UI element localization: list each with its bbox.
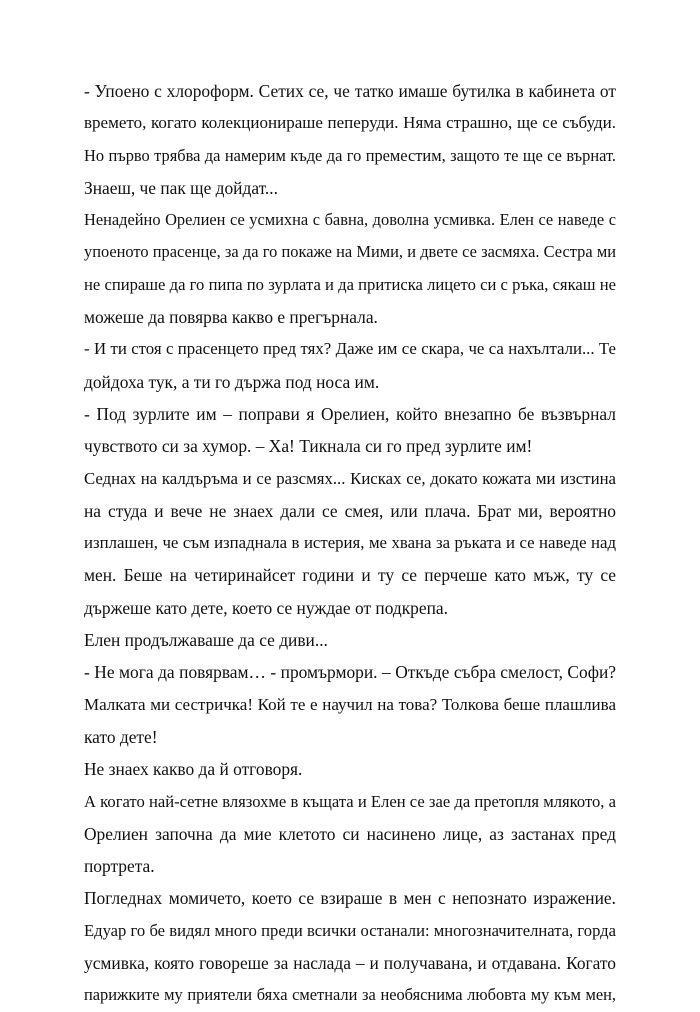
- text-line: - И ти стоя с прасенцето пред тях? Даже им се скара, че са нахълтали... Те: [84, 339, 616, 359]
- text-line: Орелиен започна да мие клетото си насинено лице, аз застанах пред: [84, 823, 616, 844]
- text-line: дойдоха тук, а ти го държа под носа им.: [84, 371, 380, 392]
- text-line: усмивка, която говореше за наслада – и получавана, и отдавана. Когато: [84, 953, 616, 974]
- text-line: чувството си за хумор. – Ха! Тикнала си го пред зурлите им!: [84, 436, 533, 457]
- text-line: Но първо трябва да намерим къде да го преместим, защото те ще се върнат.: [84, 145, 616, 165]
- text-line: изплашен, че съм изпаднала в истерия, ме хвана за ръката и се наведе над: [84, 533, 616, 553]
- text-line: - Упоено с хлороформ. Сетих се, че татко имаше бутилка в кабинета от: [84, 81, 616, 101]
- text-line: Не знаех какво да й отговоря.: [84, 759, 303, 780]
- text-line: Погледнах момичето, което се взираше в мен с непознато изражение.: [84, 888, 616, 909]
- text-line: - Под зурлите им – поправи я Орелиен, който внезапно бе възвърнал: [84, 403, 616, 424]
- text-line: държеше като дете, което се нуждае от подкрепа.: [84, 597, 448, 618]
- text-line: Седнах на калдъръма и се разсмях... Кисках се, докато кожата ми изстина: [84, 468, 616, 488]
- text-line: А когато най-сетне влязохме в къщата и Елен се зае да претопля млякото, а: [84, 791, 616, 811]
- text-line: времето, когато колекционираше пеперуди. Няма страшно, ще се събуди.: [84, 113, 616, 133]
- text-line: като дете!: [84, 726, 158, 747]
- text-line: мен. Беше на четиринайсет години и ту се перчеше като мъж, ту се: [84, 565, 616, 586]
- text-line: упоеното прасенце, за да го покаже на Мими, и двете се засмяха. Сестра ми: [84, 242, 616, 262]
- body-text: [84, 75, 616, 1012]
- text-line: портрета.: [84, 856, 155, 877]
- text-line: на студа и вече не знаех дали се смея, или плача. Брат ми, вероятно: [84, 500, 616, 521]
- text-line: можеше да повярва какво е прегърнала.: [84, 307, 378, 328]
- text-line: Знаеш, че пак ще дойдат...: [84, 177, 278, 198]
- text-line: Малката ми сестричка! Кой те е научил на това? Толкова беше плашлива: [84, 694, 616, 714]
- text-line: не спираше да го пипа по зурлата и да притиска лицето си с ръка, сякаш не: [84, 274, 616, 294]
- text-line: - Не мога да повярвам… - промърмори. – Откъде събра смелост, Софи?: [84, 662, 616, 683]
- text-line: Едуар го бе видял много преди всички останали: многозначителната, горда: [84, 920, 616, 940]
- text-line: парижките му приятели бяха сметнали за необяснима любовта му към мен,: [84, 985, 616, 1005]
- text-line: Елен продължаваше да се диви...: [84, 630, 328, 651]
- text-line: Ненадейно Орелиен се усмихна с бавна, доволна усмивка. Елен се наведе с: [84, 210, 616, 230]
